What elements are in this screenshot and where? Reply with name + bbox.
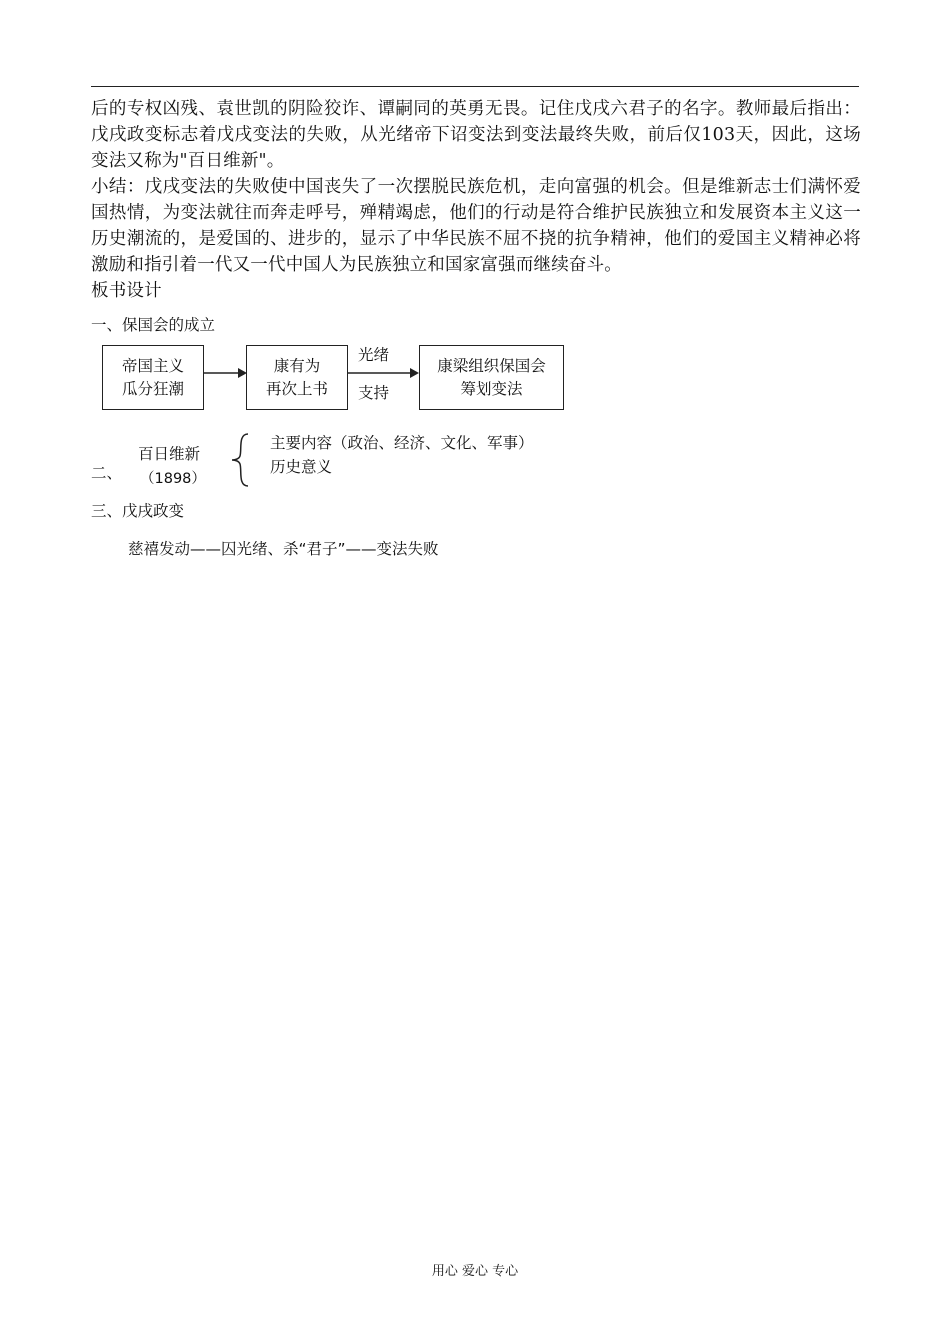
section3-title: 三、戊戌政变 <box>91 502 185 520</box>
section1-title: 一、保国会的成立 <box>91 316 216 334</box>
paragraph-summary: 小结：戊戌变法的失败使中国丧失了一次摆脱民族危机，走向富强的机会。但是维新志士们满怀爱国热情，为变法就往而奔走呼号，殚精竭虑，他们的行动是符合维护民族独立和发展资本主义这一历史潮流的，是爱国的、进步的，显示了中华民族不屈不挠的抗争精神，他们的爱国主义精神必将激励和指引着一代又一代中国人为民族独立和国家富强而继续奋斗。 <box>91 177 861 275</box>
box-baoguohui-line1: 康梁组织保国会 <box>437 356 546 375</box>
arrow-label-support: 支持 <box>358 384 390 402</box>
box-kang-youwei <box>246 345 348 410</box>
section2-year: （1898） <box>140 471 206 487</box>
curly-brace-icon <box>230 432 252 488</box>
box-imperialism <box>102 345 204 410</box>
arrow-right-icon <box>204 366 248 380</box>
box-kang-youwei-line1: 康有为 <box>273 356 321 375</box>
section2-item-significance: 历史意义 <box>270 458 333 476</box>
section3-line: 慈禧发动——囚光绪、杀“君子”——变法失败 <box>128 540 439 558</box>
box-kang-youwei-line2: 再次上书 <box>265 379 328 398</box>
body-text <box>91 96 861 304</box>
section2-title: 百日维新 <box>138 445 201 463</box>
box-imperialism-line2: 瓜分狂潮 <box>121 379 184 398</box>
section2-prefix: 二、 <box>91 464 123 482</box>
section2-item-content: 主要内容（政治、经济、文化、军事） <box>270 434 534 452</box>
header-rule <box>91 86 859 87</box>
page-footer: 用心 爱心 专心 <box>431 1264 519 1279</box>
box-baoguohui <box>419 345 564 410</box>
paragraph-conclusion: 后的专权凶残、袁世凯的阴险狡诈、谭嗣同的英勇无畏。记住戊戌六君子的名字。教师最后指出：戊戌政变标志着戊戌变法的失败，从光绪帝下诏变法到变法最终失败，前后仅103天，因此，这场变法又称为"百日维新"。 <box>91 99 861 171</box>
box-baoguohui-line2: 筹划变法 <box>460 379 523 398</box>
box-imperialism-line1: 帝国主义 <box>121 356 184 375</box>
board-design-heading: 板书设计 <box>91 281 162 301</box>
arrow-right-icon <box>348 366 420 380</box>
arrow-label-guangxu: 光绪 <box>358 346 390 364</box>
